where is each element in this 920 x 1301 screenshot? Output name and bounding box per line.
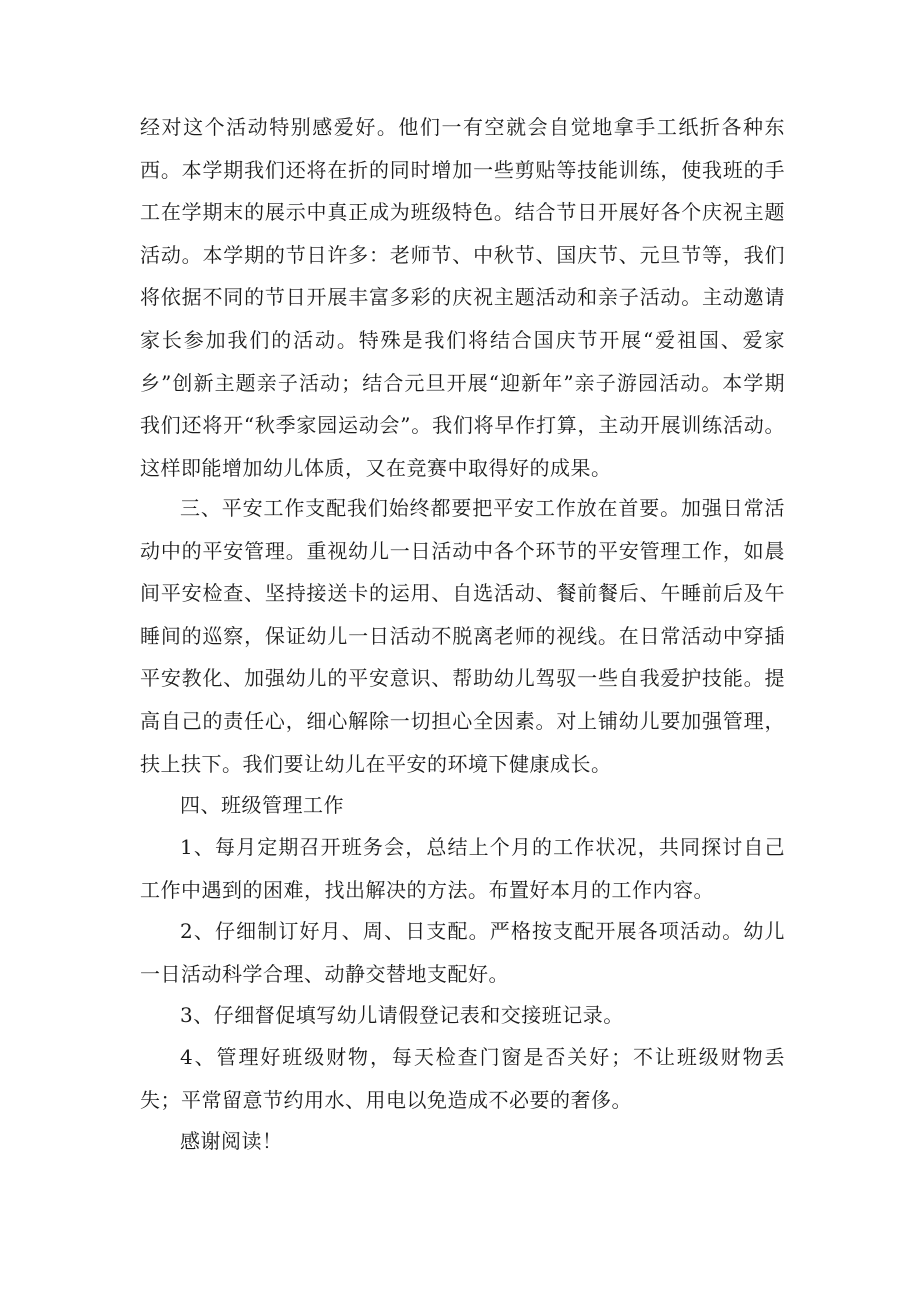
list-item-1-monthly-meeting: 1、每月定期召开班务会，总结上个月的工作状况，共同探讨自己工作中遇到的困难，找出解决的方法。布置好本月的工作内容。 bbox=[140, 835, 785, 902]
list-item-2-schedule: 2、仔细制订好月、周、日支配。严格按支配开展各项活动。幼儿一日活动科学合理、动静交替地支配好。 bbox=[140, 919, 785, 986]
paragraph-safety-work: 三、平安工作支配我们始终都要把平安工作放在首要。加强日常活动中的平安管理。重视幼儿一日活动中各个环节的平安管理工作，如晨间平安检查、坚持接送卡的运用、自选活动、餐前餐后、午睡前后及午睡间的巡察，保证幼儿一日活动不脱离老师的视线。在日常活动中穿插平安教化、加强幼儿的平安意识、帮助幼儿驾驭一些自我爱护技能。提高自己的责任心，细心解除一切担心全因素。对上铺幼儿要加强管理，扶上扶下。我们要让幼儿在平安的环境下健康成长。 bbox=[140, 496, 785, 776]
list-item-3-records: 3、仔细督促填写幼儿请假登记表和交接班记录。 bbox=[180, 1003, 624, 1027]
closing-thanks: 感谢阅读！ bbox=[180, 1129, 283, 1153]
paragraph-activities-continued: 经对这个活动特别感爱好。他们一有空就会自觉地拿手工纸折各种东西。本学期我们还将在折的同时增加一些剪贴等技能训练，使我班的手工在学期末的展示中真正成为班级特色。结合节日开展好各个庆祝主题活动。本学期的节日许多：老师节、中秋节、国庆节、元旦节等，我们将依据不同的节日开展丰富多彩的庆祝主题活动和亲子活动。主动邀请家长参加我们的活动。特殊是我们将结合国庆节开展“爱祖国、爱家乡”创新主题亲子活动；结合元旦开展“迎新年”亲子游园活动。本学期我们还将开“秋季家园运动会”。我们将早作打算，主动开展训练活动。这样即能增加幼儿体质，又在竞赛中取得好的成果。 bbox=[140, 115, 785, 480]
list-item-4-property: 4、管理好班级财物，每天检查门窗是否关好；不让班级财物丢失；平常留意节约用水、用电以免造成不必要的奢侈。 bbox=[140, 1045, 785, 1112]
section-heading-class-management: 四、班级管理工作 bbox=[180, 793, 344, 817]
